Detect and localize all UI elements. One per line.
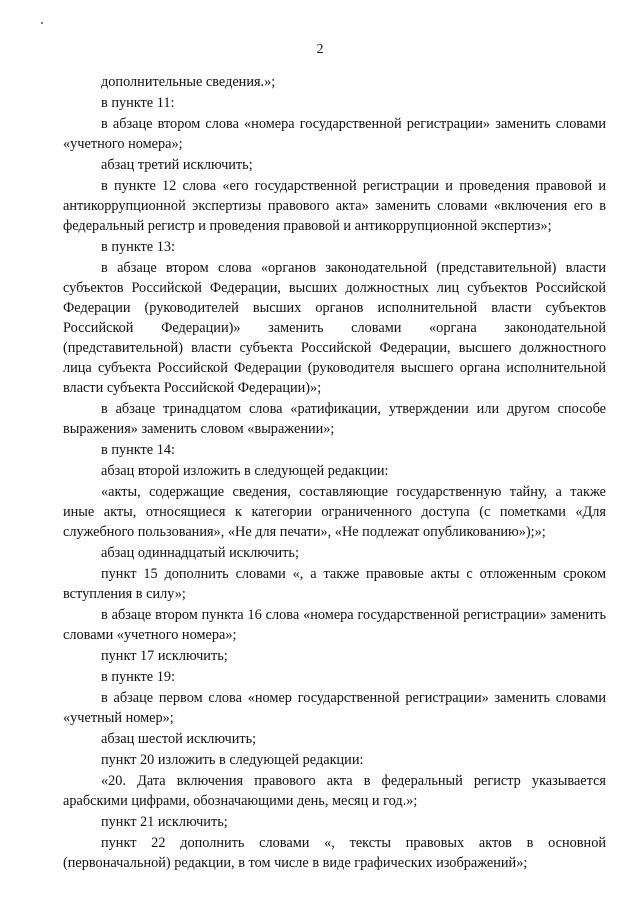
paragraph: «20. Дата включения правового акта в федеральный регистр указывается арабскими цифрами, обозначающими день, месяц и год.»; — [63, 773, 606, 809]
paragraph: абзац одиннадцатый исключить; — [101, 545, 299, 561]
paragraph: пункт 20 изложить в следующей редакции: — [101, 752, 364, 768]
paragraph: в пункте 11: — [101, 95, 175, 111]
paragraph: в абзаце тринадцатом слова «ратификации, утверждении или другом способе выражения» заменить словом «выражении»; — [63, 401, 606, 437]
paragraph: пункт 21 исключить; — [101, 814, 228, 830]
paragraph: абзац второй изложить в следующей редакции: — [101, 463, 389, 479]
paragraph: в пункте 12 слова «его государственной регистрации и проведения правовой и антикоррупционной экспертизы правового акта» заменить словами «включения его в федеральный регистр и проведения правовой и антикоррупционной экспертиз»; — [63, 178, 606, 234]
page-number: 2 — [316, 42, 324, 57]
paragraph: «акты, содержащие сведения, составляющие государственную тайну, а также иные акты, относящиеся к категории ограниченного доступа (с пометками «Для служебного пользования», «Не для печати», «Не подлежат опубликованию»);»; — [63, 484, 606, 540]
paragraph: в пункте 19: — [101, 669, 175, 685]
paragraph: в абзаце первом слова «номер государственной регистрации» заменить словами «учетный номер»; — [63, 690, 606, 726]
paragraph: абзац шестой исключить; — [101, 731, 257, 747]
paragraph: в абзаце втором пункта 16 слова «номера государственной регистрации» заменить словами «учетного номера»; — [63, 607, 606, 643]
paragraph: в абзаце втором слова «номера государственной регистрации» заменить словами «учетного номера»; — [63, 116, 606, 152]
paragraph: в пункте 13: — [101, 239, 175, 255]
paragraph: пункт 17 исключить; — [101, 648, 228, 664]
paragraph: абзац третий исключить; — [101, 157, 253, 173]
document-body — [63, 72, 606, 874]
scan-speck — [41, 22, 43, 24]
paragraph: в пункте 14: — [101, 442, 175, 458]
paragraph: пункт 22 дополнить словами «, тексты правовых актов в основной (первоначальной) редакции, в том числе в виде графических изображений»; — [63, 835, 606, 871]
paragraph: дополнительные сведения.»; — [101, 74, 276, 90]
paragraph: пункт 15 дополнить словами «, а также правовые акты с отложенным сроком вступления в силу»; — [63, 566, 606, 602]
paragraph: в абзаце втором слова «органов законодательной (представительной) власти субъектов Российской Федерации, высших должностных лиц субъектов Российской Федерации (руководителей высших органов исполнительной власти субъектов Российской Федерации)» заменить словами «органа законодательной (представительной) власти субъекта Российской Федерации, высшего должностного лица субъекта Российской Федерации (руководителя высшего органа исполнительной власти субъекта Российской Федерации)»; — [63, 260, 606, 396]
